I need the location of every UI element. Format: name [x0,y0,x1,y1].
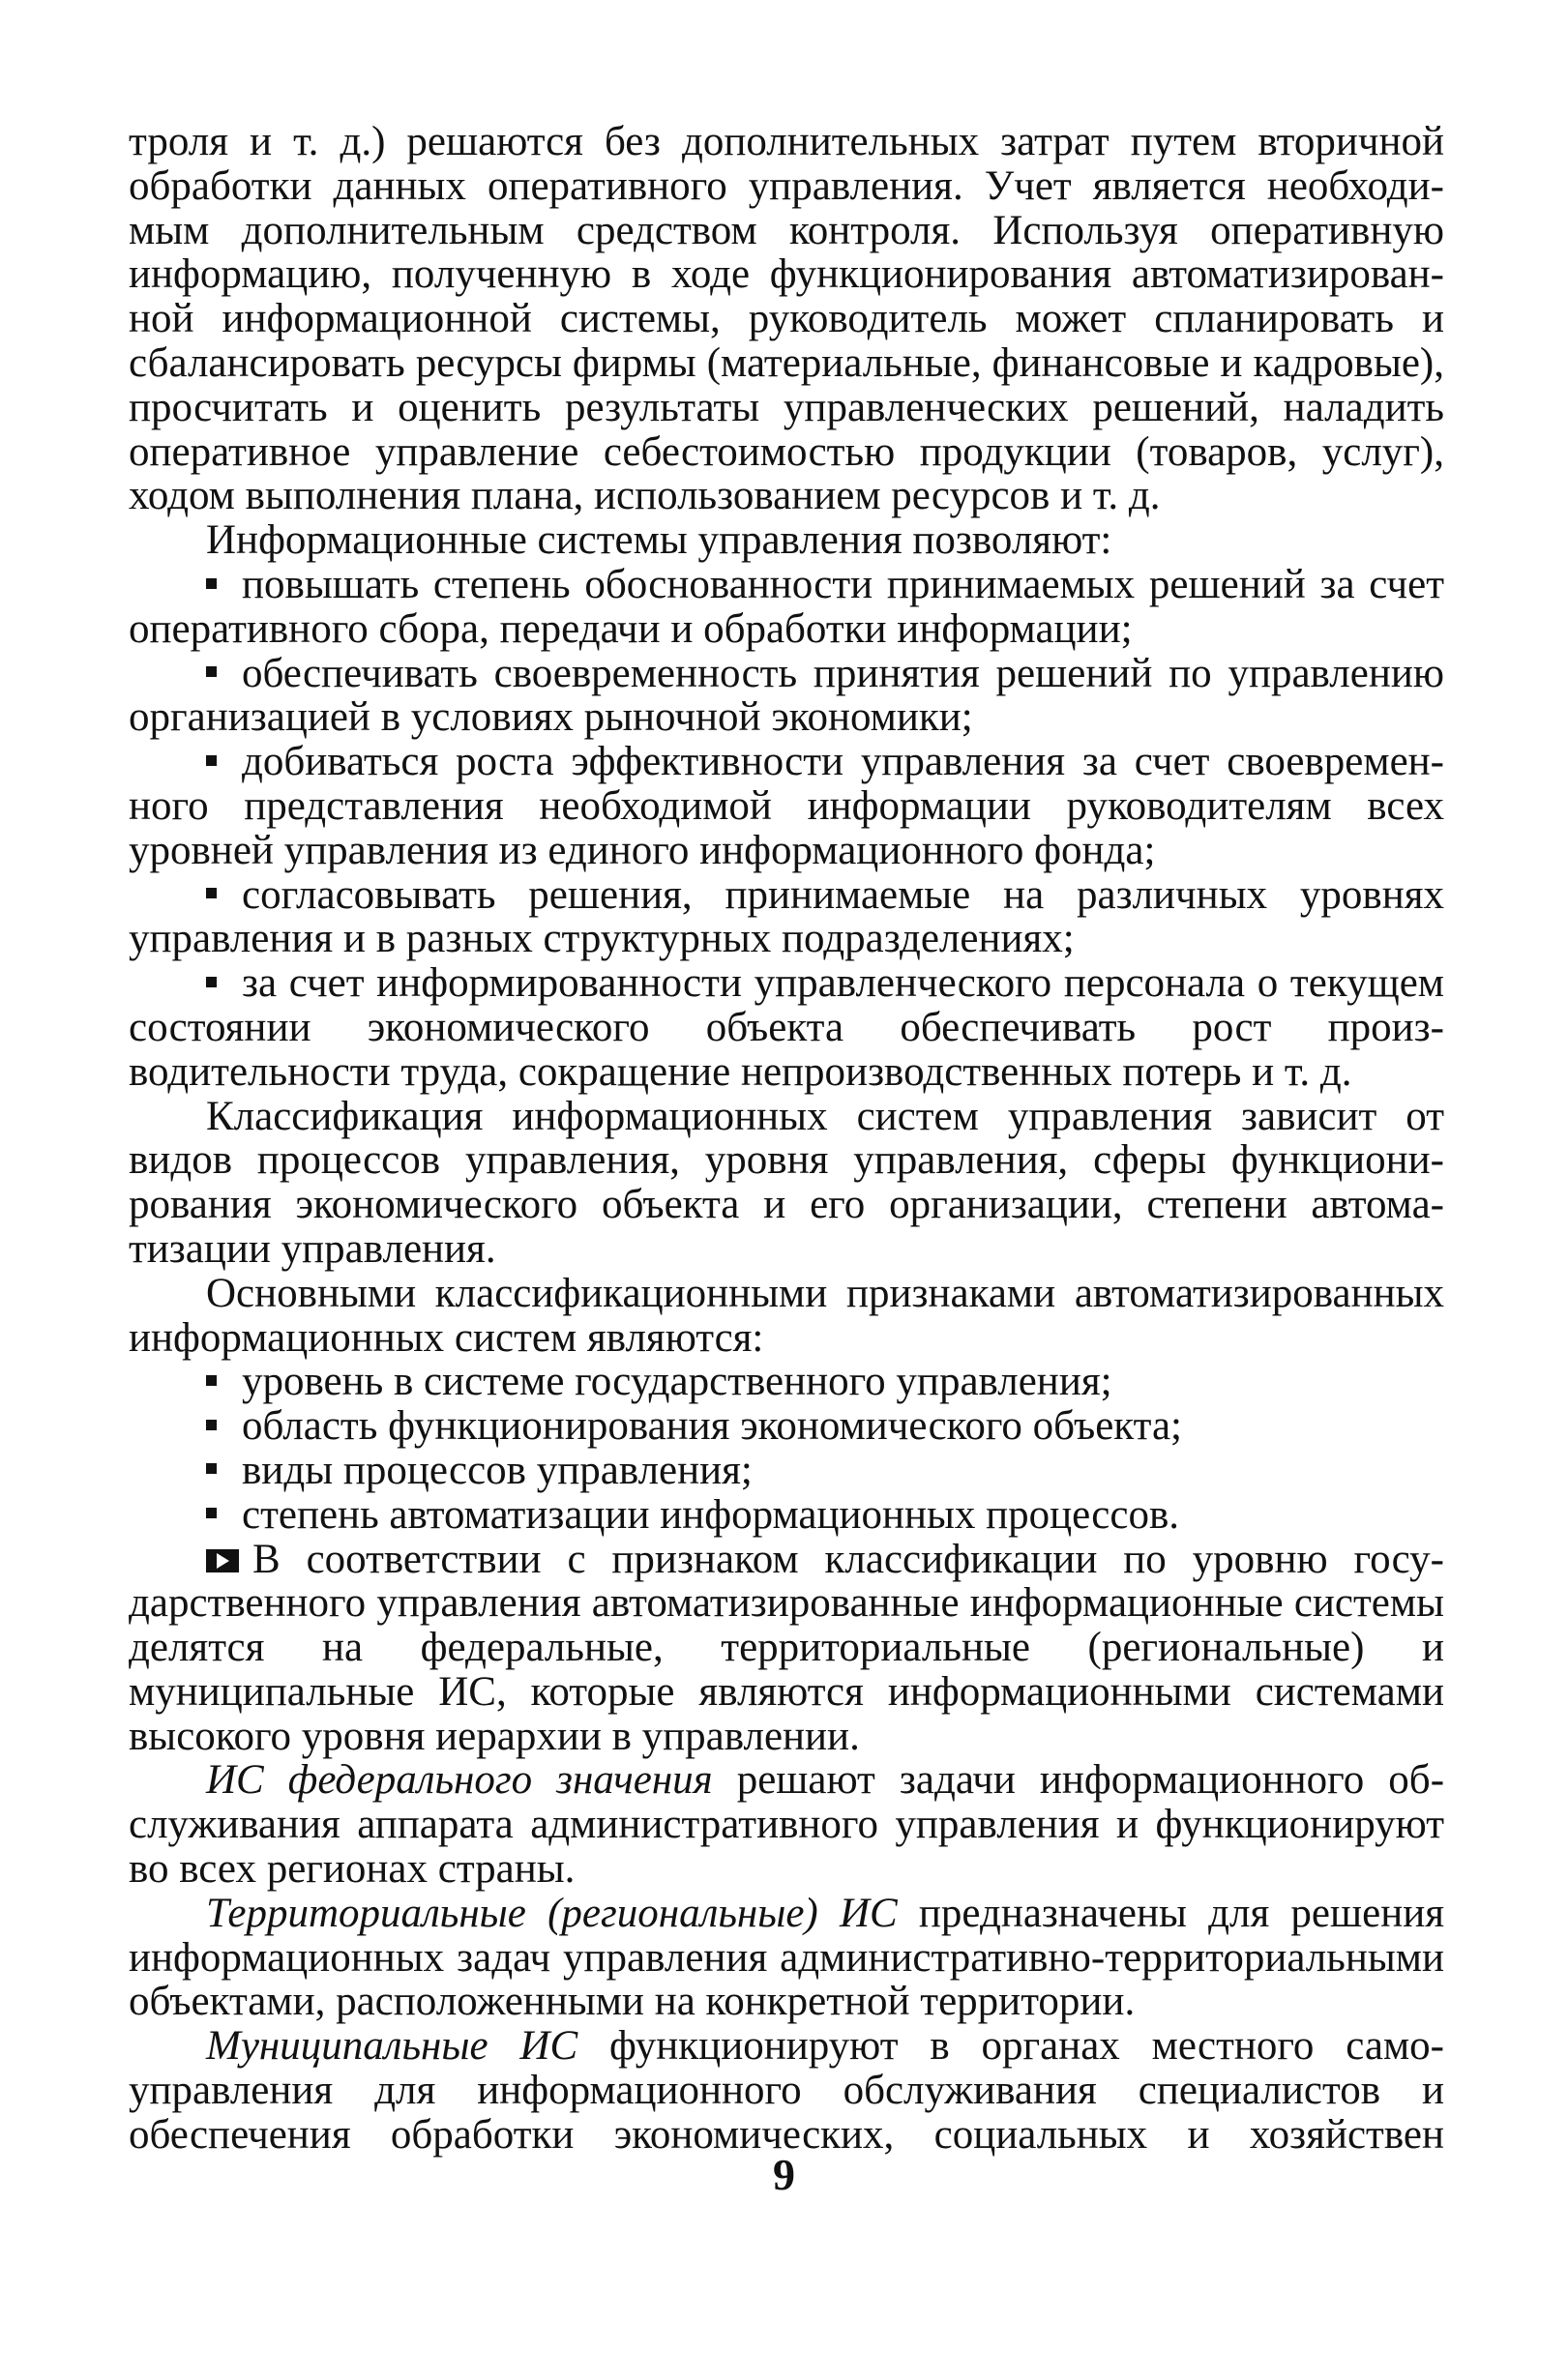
bullet-square-icon [206,666,217,677]
classification-paragraph: Классификация информационных систем управления зависит от видов процессов управления, уровня управления, сферы функционирования экономического объекта и его организации, степени автоматизации управления. [129,1093,1444,1272]
intro-paragraph: троля и т. д.) решаются без дополнительных затрат путем вторичной обработки данных оперативного управления. Учет является необходимым дополнительным средством контроля. Используя оперативную информацию, полученную в ходе функционирования автоматизированной информационной системы, руководитель может спланировать и сбалансировать ресурсы фирмы (материальные, финансовые и кадровые), просчитать и оценить результаты управленческих решений, наладить оперативное управление себестоимостью продукции (товаров, услуг), ходом выполнения плана, использованием ресурсов и т. д. [129,119,1444,519]
bullet-square-icon [206,578,217,589]
levels-paragraph: В соответствии с признаком классификации по уровню государственного управления автоматизированные информационные системы делятся на федеральные, территориальные (региональные) и муниципальные ИС, которые являются информационными системами высокого уровня иерархии в управлении. [129,1536,1444,1759]
bullet-square-icon [206,1508,217,1518]
arrow-marker-icon [206,1549,239,1572]
territorial-paragraph: Территориальные (региональные) ИС предназначены для решения информационных задач управления административно-территориальными объектами, расположенными на конкретной территории. [129,1890,1445,2025]
capabilities-lead: Информационные системы управления позволяют: [206,517,1112,564]
list-item: согласовывать решения, принимаемые на различных уровнях управления и в разных структурных подразделениях; [129,871,1444,962]
list-item: уровень в системе государственного управления; [129,1360,1444,1404]
municipal-paragraph: Муниципальные ИС функционируют в органах местного самоуправления для информационного обслуживания специалистов и обеспечения обработки экономических, социальных и хозяйствен [129,2023,1444,2158]
bullet-square-icon [206,1463,217,1474]
list-item: добиваться роста эффективности управления за счет своевременного представления необходимой информации руководителям всех уровней управления из единого информационного фонда; [129,739,1444,873]
criteria-list [129,1360,1444,1537]
federal-term: ИС федерального значения [206,1757,713,1804]
bullet-square-icon [206,755,217,766]
capabilities-list [129,563,1444,1095]
list-item: за счет информированности управленческого персонала о текущем состоянии экономического объекта обеспечивать рост производительности труда, сокращение непроизводственных потерь и т. д. [129,960,1444,1095]
bullet-square-icon [206,888,217,898]
bullet-square-icon [206,977,217,987]
list-item: степень автоматизации информационных процессов. [129,1493,1444,1538]
municipal-term: Муниципальные ИС [206,2023,578,2070]
list-item: область функционирования экономического объекта; [129,1404,1444,1449]
page-body [129,120,1444,2158]
list-item: виды процессов управления; [129,1449,1444,1493]
bullet-square-icon [206,1375,217,1386]
list-item: повышать степень обоснованности принимаемых решений за счет оперативного сбора, передачи и обработки информации; [129,561,1444,652]
page-number: 9 [773,2150,795,2199]
territorial-term: Территориальные (региональные) ИС [206,1890,898,1936]
list-item: обеспечивать своевременность принятия решений по управлению организацией в условиях рыночной экономики; [129,650,1444,741]
criteria-lead: Основными классификационными признаками автоматизированных информационных систем являются: [129,1270,1444,1361]
bullet-square-icon [206,1420,217,1430]
federal-paragraph: ИС федерального значения решают задачи информационного обслуживания аппарата административного управления и функционируют во всех регионах страны. [129,1757,1445,1893]
